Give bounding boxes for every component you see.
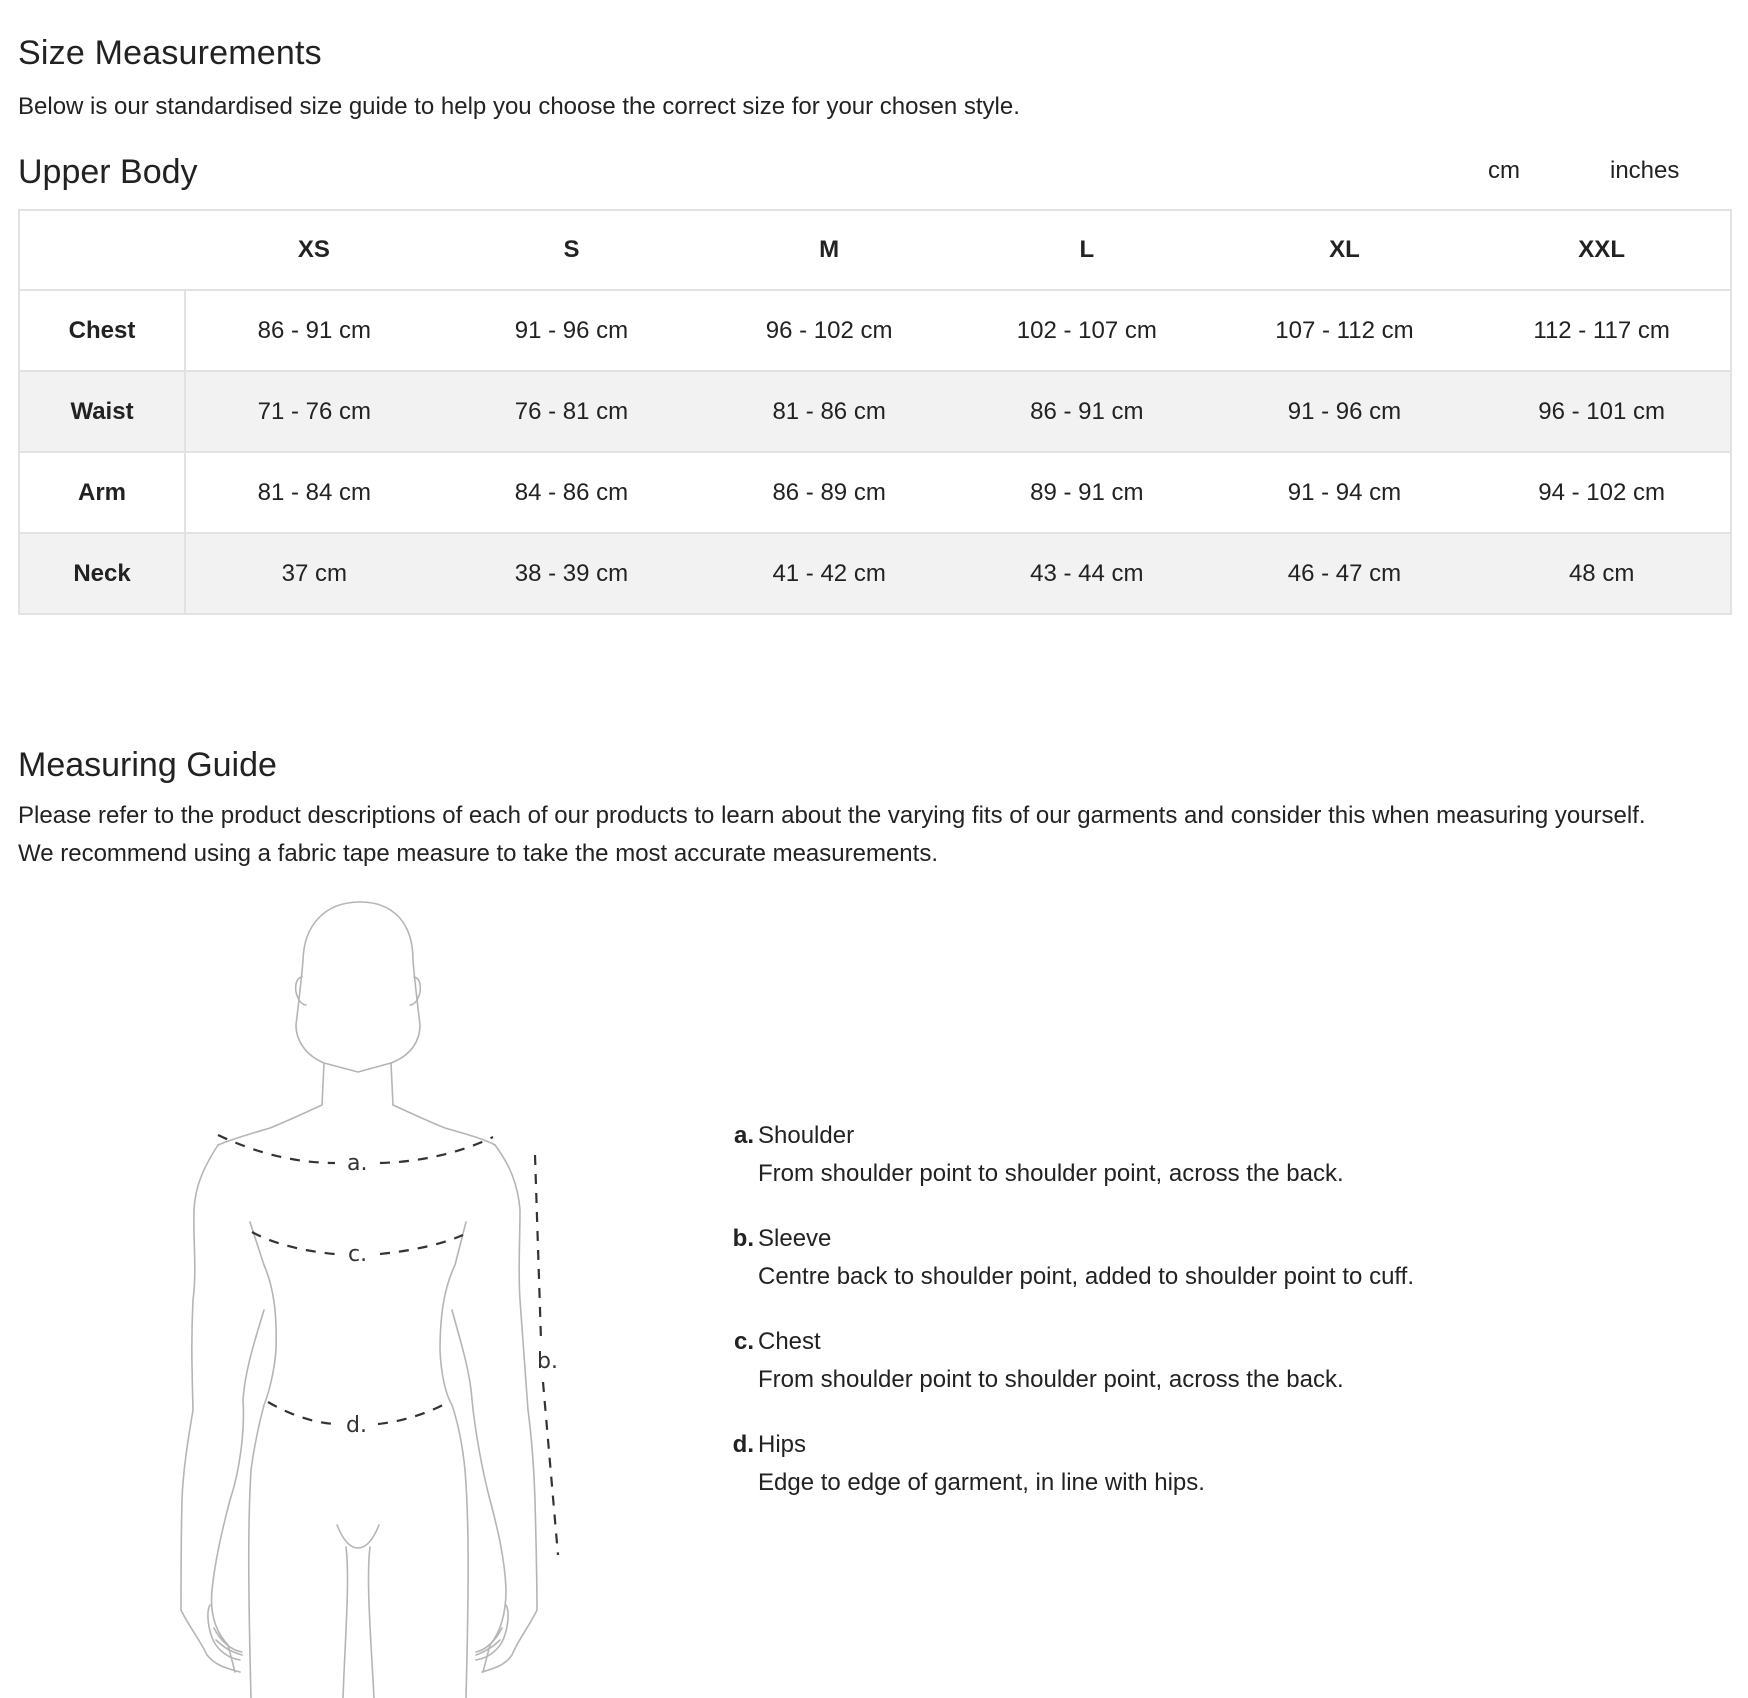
table-cell: 38 - 39 cm [443, 533, 701, 614]
legend-name: Shoulder [758, 1122, 855, 1149]
legend-description: Centre back to shoulder point, added to shoulder point to cuff. [758, 1263, 1414, 1290]
body-measurement-figure [160, 895, 580, 1698]
sleeve-measure-line [535, 1155, 541, 1340]
unit-inches-button[interactable]: inches [1610, 157, 1680, 184]
legend-letter: b. [732, 1225, 754, 1252]
measuring-guide-intro: Please refer to the product descriptions of each of our products to learn about the varying fits of our garments and consider this when measuring yourself. We recommend using a fabric tape measure to take the most accurate measurements. [18, 802, 1646, 867]
measurement-lines [218, 1135, 558, 1555]
page-title: Size Measurements [18, 34, 322, 72]
table-cell: 81 - 84 cm [185, 452, 443, 533]
table-cell: 112 - 117 cm [1473, 290, 1731, 371]
table-cell: 91 - 94 cm [1216, 452, 1474, 533]
legend-description: From shoulder point to shoulder point, across the back. [758, 1160, 1344, 1187]
page-intro: Below is our standardised size guide to help you choose the correct size for your chosen style. [18, 93, 1020, 120]
label-a: a. [347, 1151, 368, 1176]
legend-letter: d. [732, 1431, 754, 1458]
unit-toggle [1470, 157, 1748, 189]
table-cell: 43 - 44 cm [958, 533, 1216, 614]
legend-name: Chest [758, 1328, 821, 1355]
table-cell: 84 - 86 cm [443, 452, 701, 533]
unit-cm-button[interactable]: cm [1488, 157, 1520, 184]
table-cell: 71 - 76 cm [185, 371, 443, 452]
table-cell: 102 - 107 cm [958, 290, 1216, 371]
label-d: d. [346, 1413, 367, 1438]
row-label: Neck [19, 533, 185, 614]
measuring-guide-title: Measuring Guide [18, 746, 277, 784]
chest-measure-line [252, 1232, 335, 1254]
row-label: Arm [19, 452, 185, 533]
size-header-xs: XS [185, 210, 443, 290]
row-label: Chest [19, 290, 185, 371]
legend-name: Sleeve [758, 1225, 832, 1252]
size-header-s: S [443, 210, 701, 290]
table-cell: 86 - 89 cm [700, 452, 958, 533]
table-row-arm [19, 452, 1731, 533]
table-cell: 86 - 91 cm [958, 371, 1216, 452]
size-header-row [19, 210, 1731, 290]
table-cell: 89 - 91 cm [958, 452, 1216, 533]
table-cell: 94 - 102 cm [1473, 452, 1731, 533]
hips-measure-line [268, 1402, 335, 1424]
table-cell: 91 - 96 cm [1216, 371, 1474, 452]
size-header-l: L [958, 210, 1216, 290]
label-b: b. [537, 1349, 558, 1374]
size-header-m: M [700, 210, 958, 290]
corner-cell [19, 210, 185, 290]
table-row-waist [19, 371, 1731, 452]
upper-body-title: Upper Body [18, 153, 198, 191]
table-cell: 91 - 96 cm [443, 290, 701, 371]
legend-description: Edge to edge of garment, in line with hips. [758, 1469, 1205, 1496]
table-cell: 46 - 47 cm [1216, 533, 1474, 614]
table-cell: 86 - 91 cm [185, 290, 443, 371]
table-cell: 96 - 102 cm [700, 290, 958, 371]
table-cell: 48 cm [1473, 533, 1731, 614]
table-cell: 41 - 42 cm [700, 533, 958, 614]
legend-description: From shoulder point to shoulder point, across the back. [758, 1366, 1344, 1393]
table-cell: 96 - 101 cm [1473, 371, 1731, 452]
label-c: c. [348, 1242, 368, 1267]
table-row-neck [19, 533, 1731, 614]
table-cell: 107 - 112 cm [1216, 290, 1474, 371]
legend-letter: c. [733, 1328, 754, 1355]
table-cell: 37 cm [185, 533, 443, 614]
legend-name: Hips [758, 1431, 807, 1458]
body-outline-icon [181, 902, 537, 1698]
table-cell: 76 - 81 cm [443, 371, 701, 452]
legend-letter: a. [733, 1122, 754, 1149]
size-header-xl: XL [1216, 210, 1474, 290]
size-table [18, 209, 1732, 615]
row-label: Waist [19, 371, 185, 452]
table-row-chest [19, 290, 1731, 371]
size-header-xxl: XXL [1473, 210, 1731, 290]
table-cell: 81 - 86 cm [700, 371, 958, 452]
